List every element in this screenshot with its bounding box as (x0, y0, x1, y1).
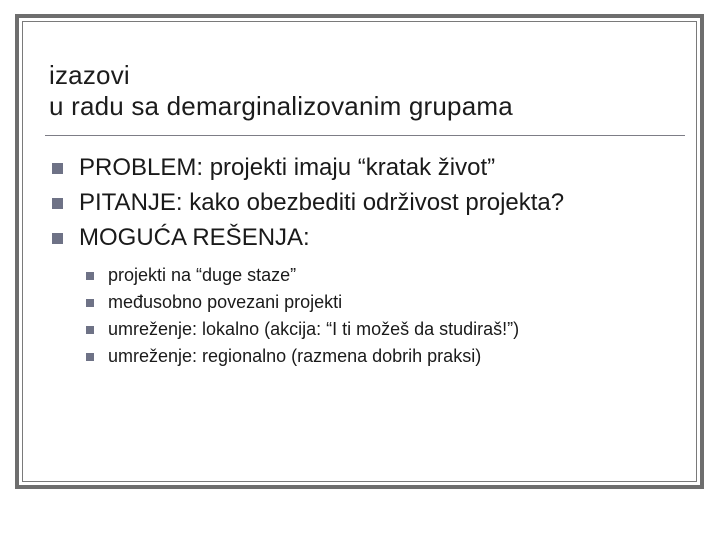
square-bullet-icon (86, 353, 94, 361)
sub-bullet-text: umreženje: regionalno (razmena dobrih praksi) (108, 346, 482, 366)
bullet-text: MOGUĆA REŠENJA: (79, 224, 310, 251)
square-bullet-icon (52, 198, 63, 209)
square-bullet-icon (86, 272, 94, 280)
slide-title (49, 60, 689, 122)
square-bullet-icon (52, 163, 63, 174)
bullet-text: PITANJE: kako obezbediti održivost projekta? (79, 189, 565, 216)
sub-bullet-text: međusobno povezani projekti (108, 292, 343, 312)
sub-bullet-text: projekti na “duge staze” (108, 265, 297, 285)
slide-title-line-1: izazovi (49, 60, 130, 90)
square-bullet-icon (86, 326, 94, 334)
square-bullet-icon (86, 299, 94, 307)
square-bullet-icon (52, 233, 63, 244)
sub-bullet-text: umreženje: lokalno (akcija: “I ti možeš da studiraš!”) (108, 319, 520, 339)
title-divider (45, 135, 685, 136)
bullet-text: PROBLEM: projekti imaju “kratak život” (79, 154, 496, 181)
slide-title-line-2: u radu sa demarginalizovanim grupama (49, 91, 513, 121)
